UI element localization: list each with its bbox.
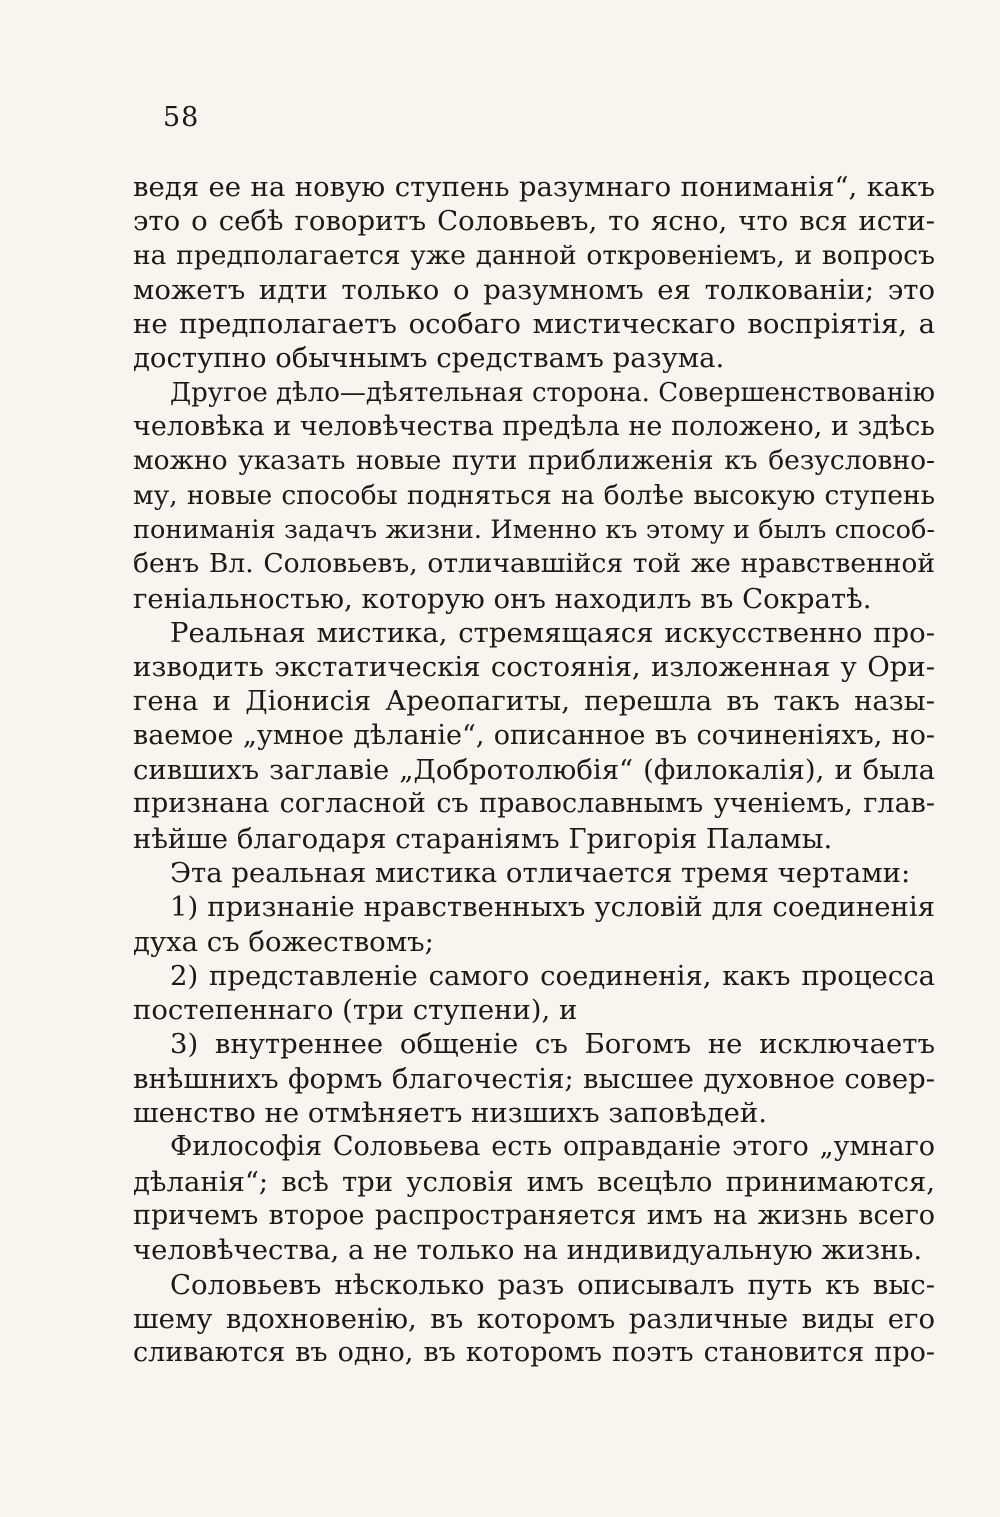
text-line: Эта реальная мистика отличается тремя чертами: <box>170 856 911 889</box>
text-line: 1) признаніе нравственныхъ условій для соединенія <box>170 891 935 924</box>
text-line: человѣчества, а не только на индивидуальную жизнь. <box>133 1234 923 1267</box>
text-line: внѣшнихъ формъ благочестія; высшее духовное совер- <box>133 1062 935 1095</box>
text-line: 3) внутреннее общеніе съ Богомъ не исключаетъ <box>170 1028 935 1061</box>
text-line: геніальностью, которую онъ находилъ въ Сократѣ. <box>133 582 872 615</box>
text-line: шему вдохновенію, въ которомъ различные виды его <box>133 1302 935 1335</box>
text-line: ваемое „умное дѣланіе“, описанное въ сочиненіяхъ, но- <box>133 719 935 751</box>
text-line: изводить экстатическія состоянія, изложенная у Ори- <box>133 651 935 684</box>
text-line: человѣка и человѣчества предѣла не положено, и здѣсь <box>133 411 935 443</box>
text-line: Другое дѣло—дѣятельная сторона. Совершенствованію <box>170 377 935 408</box>
text-line: Реальная мистика, стремящаяся искусственно про- <box>170 616 935 649</box>
page-number: 58 <box>163 102 200 133</box>
text-line: гена и Діонисія Ареопагиты, перешла въ такъ назы- <box>133 685 935 718</box>
text-line: 2) представленіе самого соединенія, какъ процесса <box>170 959 935 992</box>
text-line: сившихъ заглавіе „Добротолюбія“ (филокалія), и была <box>133 754 935 787</box>
text-line: дѣланія“; всѣ три условія имъ всецѣло принимаются, <box>133 1165 935 1198</box>
text-line: постепеннаго (три ступени), и <box>133 994 578 1027</box>
text-line: можетъ идти только о разумномъ ея толкованіи; это <box>133 273 935 306</box>
text-line: можно указать новые пути приближенія къ безусловно- <box>133 445 935 477</box>
text-line: пониманія задачъ жизни. Именно къ этому и былъ способ- <box>133 514 935 545</box>
text-line: му, новые способы подняться на болѣе высокую ступень <box>133 479 935 511</box>
text-line: шенство не отмѣняетъ низшихъ заповѣдей. <box>133 1097 767 1130</box>
text-line: сливаются въ одно, въ которомъ поэтъ становится про- <box>133 1337 935 1369</box>
text-line: доступно обычнымъ средствамъ разума. <box>133 342 725 375</box>
body-text <box>133 170 935 1370</box>
text-line: Философія Соловьева есть оправданіе этого „умнаго <box>170 1131 935 1163</box>
text-line: ведя ее на новую ступень разумнаго пониманія“, какъ <box>133 171 935 203</box>
text-line: нѣйше благодаря стараніямъ Григорія Паламы. <box>133 822 833 855</box>
text-line: не предполагаетъ особаго мистическаго воспріятія, а <box>133 308 935 341</box>
text-line: признана согласной съ православнымъ ученіемъ, глав- <box>133 788 935 820</box>
text-line: Соловьевъ нѣсколько разъ описывалъ путь къ выс- <box>170 1268 935 1301</box>
text-line: духа съ божествомъ; <box>133 925 434 958</box>
text-line: на предполагается уже данной откровеніемъ, и вопросъ <box>133 239 935 271</box>
text-line: это о себѣ говоритъ Соловьевъ, то ясно, что вся исти- <box>133 205 935 238</box>
text-line: бенъ Вл. Соловьевъ, отличавшійся той же нравственной <box>133 548 935 580</box>
text-line: причемъ второе распространяется имъ на жизнь всего <box>133 1199 935 1231</box>
